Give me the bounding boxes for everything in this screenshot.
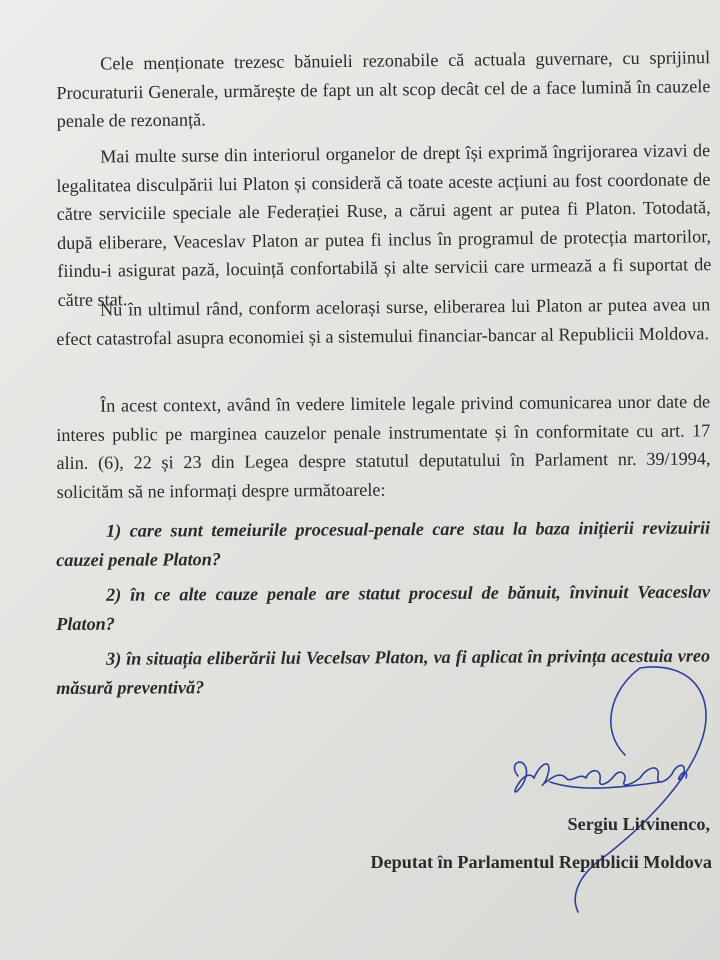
paragraph-2-first-line: Mai multe surse din interiorul organelor de drept își exprimă îngrijorarea <box>100 140 638 167</box>
paragraph-4-first-line: În acest context, având în vedere limitele legale privind comunicarea unor <box>100 391 652 416</box>
question-1 <box>56 514 710 574</box>
paragraph-4 <box>56 387 711 506</box>
question-2-rest: Veaceslav Platon? <box>56 581 711 634</box>
question-2-lead: 2) în ce alte cauze penale are statut procesul de bănuit, învinuit <box>106 582 629 605</box>
paragraph-1-first-line: Cele menționate trezesc bănuieli rezonabile că actuala guvernare, cu <box>100 47 640 74</box>
question-1-rest: revizuirii cauzei penale Platon? <box>56 517 711 570</box>
paragraph-2-body: vizavi de legalitatea disculpării lui Platon și consideră că toate aceste acțiuni au fost coordonate de către serviciile speciale ale Federației Ruse, a cărui agent ar putea fi Platon. Totodată, după eliberare, Veaceslav Platon ar putea fi inclus în programul de protecția martorilor, fiindu-i asigurat pază, locuință confortabilă și alte servicii care urmează a fi suportat de către stat. <box>56 140 712 310</box>
paragraph-1-body: sprijinul Procuraturii Generale, urmărește de fapt un alt scop decât cel de a face lumină în cauzele penale de rezonanță. <box>56 47 711 131</box>
question-1-lead: 1) care sunt temeiurile procesual-penale care stau la baza inițierii <box>106 517 634 541</box>
paragraph-2 <box>56 136 712 314</box>
paragraph-3-first-line: Nu în ultimul rând, conform acelorași surse, eliberarea lui Platon ar putea <box>100 294 648 320</box>
question-2 <box>56 578 710 638</box>
signatory-name: Sergiu Litvinenco, <box>567 814 710 834</box>
question-3-lead: 3) în situația eliberării lui Vecelsav Platon, va fi aplicat în privința <box>106 646 607 669</box>
paragraph-1 <box>56 43 711 135</box>
question-3 <box>56 642 710 702</box>
paragraph-3-body: avea un efect catastrofal asupra economiei și a sistemului financiar-bancar al Republicii Moldova. <box>56 294 711 349</box>
paragraph-3 <box>56 290 710 353</box>
question-3-rest: acestuia vreo măsură preventivă? <box>56 645 711 698</box>
signatory-title: Deputat în Parlamentul Republicii Moldova <box>370 852 712 872</box>
paragraph-4-body: date de interes public pe marginea cauzelor penale instrumentate și în conformitate cu art. 17 alin. (6), 22 și 23 din Legea despre statutul deputatului în Parlament nr. 39/1994, solicităm să ne informați despre următoarele: <box>56 391 711 502</box>
